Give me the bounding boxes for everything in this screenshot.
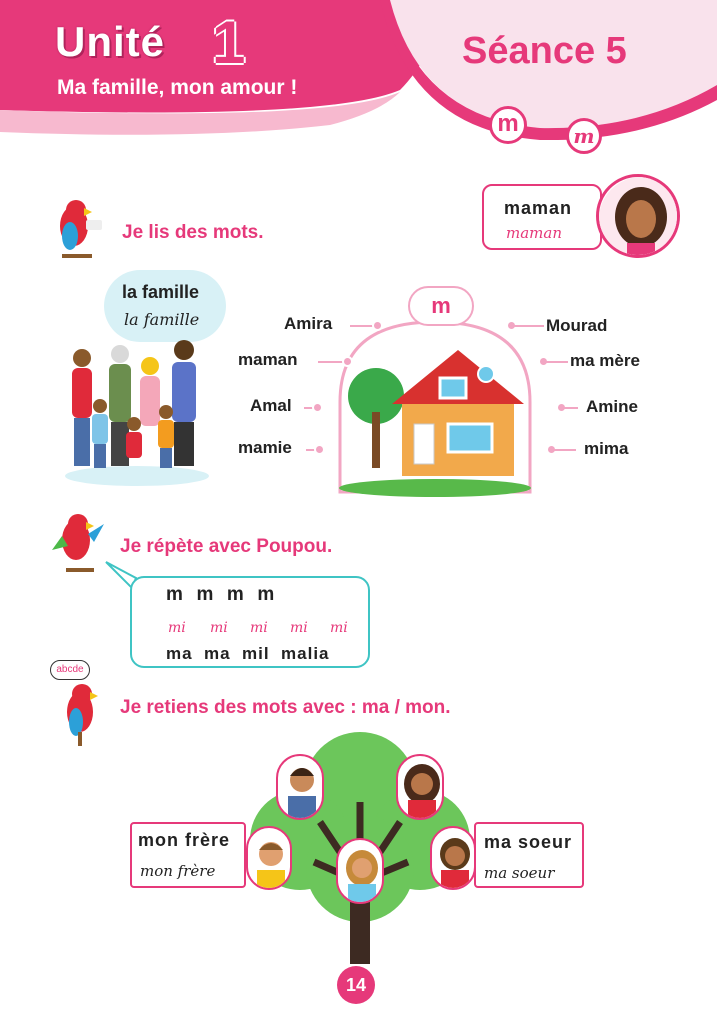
repeat-line-2-item: mi <box>210 620 228 636</box>
word-left-2: maman <box>238 350 298 369</box>
seance-title: Séance 5 <box>462 30 627 72</box>
family-illustration <box>62 336 212 488</box>
word-left-1: Amira <box>284 314 333 333</box>
letter-badge-cursive: m <box>566 118 602 154</box>
avatar-father <box>276 754 324 820</box>
repeat-line-2-item: mi <box>330 620 348 636</box>
word-left-4-dot <box>314 444 325 455</box>
woman-portrait-icon <box>398 756 444 820</box>
unit-subtitle: Ma famille, mon amour ! <box>57 76 298 99</box>
page-number: 14 <box>337 966 375 1004</box>
word-left-3-dot <box>312 402 323 413</box>
repeat-line-2-item: mi <box>290 620 308 636</box>
word-right-2: ma mère <box>570 351 640 370</box>
word-right-1-line <box>514 325 544 327</box>
family-label-cursive: la famille <box>124 310 200 329</box>
word-right-1: Mourad <box>546 316 608 335</box>
right-word-print <box>484 832 572 853</box>
parrot-icon <box>52 510 108 576</box>
maman-card-print: maman <box>504 198 573 218</box>
unit-title: Unité <box>55 18 165 65</box>
word-right-2-line <box>546 361 568 363</box>
man-portrait-icon <box>278 756 324 820</box>
left-word-card <box>130 822 246 888</box>
avatar-child <box>336 838 384 904</box>
word-left-4: mamie <box>238 438 292 457</box>
left-word-cursive: mon frère <box>140 862 216 880</box>
avatar-sister <box>430 826 476 890</box>
parrot-sign-text: abcde <box>56 664 84 675</box>
parrot-icon <box>56 678 106 748</box>
repeat-bubble <box>130 576 370 668</box>
maman-card-cursive: maman <box>506 224 562 242</box>
word-right-3-line <box>564 407 578 409</box>
right-word-print-text: ma soeur <box>484 832 573 852</box>
word-right-4: mima <box>584 439 629 458</box>
word-right-4-line <box>554 449 576 451</box>
parrot-sign <box>50 660 90 680</box>
family-label-cloud <box>104 270 226 342</box>
repeat-line-3: ma ma mil malia <box>166 644 330 663</box>
word-right-3: Amine <box>586 397 638 416</box>
letter-badge-print: m <box>489 106 527 144</box>
section2-title: Je répète avec Poupou. <box>120 536 333 557</box>
family-label-print: la famille <box>122 282 200 302</box>
right-word-card <box>474 822 584 888</box>
repeat-line-2-item: mi <box>168 620 186 636</box>
boy-portrait-icon <box>248 828 292 890</box>
word-left-2-dot <box>342 356 353 367</box>
left-word-print <box>138 830 230 851</box>
house-letter: m <box>431 293 451 318</box>
repeat-line-2-item: mi <box>250 620 268 636</box>
house-letter-cloud <box>408 286 474 326</box>
left-word-print-text: mon frère <box>138 830 231 850</box>
avatar-brother <box>246 826 292 890</box>
mother-portrait-icon <box>599 177 680 258</box>
right-word-cursive: ma soeur <box>484 864 555 882</box>
girl-portrait-icon <box>432 828 476 890</box>
girl-portrait-icon <box>338 840 384 904</box>
avatar-mother <box>396 754 444 820</box>
section3-title: Je retiens des mots avec : ma / mon. <box>120 697 451 718</box>
word-left-3: Amal <box>250 396 292 415</box>
word-left-1-dot <box>372 320 383 331</box>
unit-number: 1 <box>212 9 246 76</box>
parrot-icon <box>52 196 108 262</box>
mother-avatar <box>596 174 680 258</box>
section1-title: Je lis des mots. <box>122 222 264 243</box>
maman-card <box>482 184 602 250</box>
repeat-line-1: m m m m <box>166 584 276 605</box>
family-people-icon <box>72 340 196 468</box>
